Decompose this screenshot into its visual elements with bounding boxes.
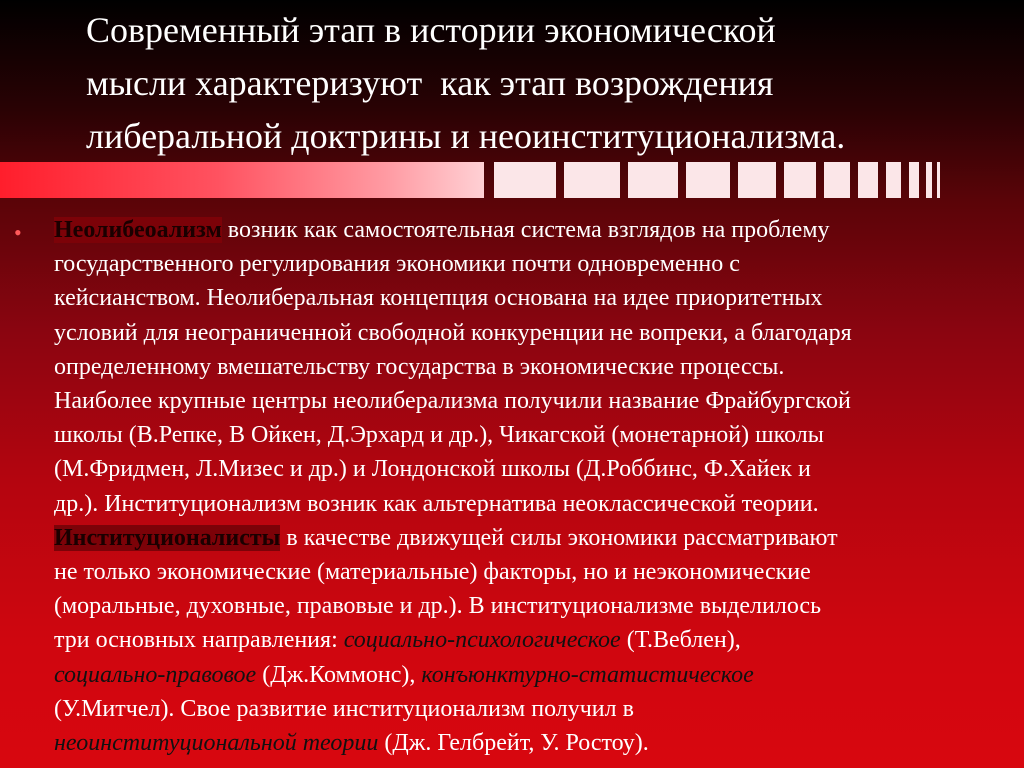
- title-line: либеральной доктрины и неоинституционализма.: [86, 116, 846, 156]
- body-line: [54, 213, 1016, 247]
- body-line: [54, 623, 1016, 657]
- body-text-segment: (Дж. Гелбрейт, У. Ростоу).: [378, 730, 649, 757]
- body-line: определенному вмешательству государства в экономические процессы.: [54, 353, 785, 380]
- body-line: кейсианством. Неолиберальная концепция основана на идее приоритетных: [54, 285, 823, 312]
- body-line: (У.Митчел). Свое развитие институционализм получил в: [54, 695, 634, 722]
- bar-block: [909, 162, 919, 198]
- bar-block: [494, 162, 556, 198]
- bar-block: [564, 162, 620, 198]
- bar-block: [824, 162, 850, 198]
- body-line: Наиболее крупные центры неолиберализма получили название Фрайбургской: [54, 388, 851, 415]
- body-text-segment: возник как самостоятельная система взглядов на проблему: [221, 217, 830, 243]
- term-neoliberalism: Неолибеоализм: [54, 217, 222, 243]
- bullet-marker: •: [14, 220, 22, 245]
- slide-title: [86, 4, 986, 163]
- direction-social-legal: социально-правовое: [54, 661, 257, 688]
- direction-conjunctural-statistical: конъюнктурно-статистическое: [421, 661, 754, 688]
- body-paragraph: [54, 213, 1016, 760]
- body-line: (М.Фридмен, Л.Мизес и др.) и Лондонской школы (Д.Роббинс, Ф.Хайек и: [54, 456, 811, 483]
- body-line: (моральные, духовные, правовые и др.). В институционализме выделилось: [54, 593, 822, 620]
- bar-block: [738, 162, 776, 198]
- bar-block: [926, 162, 932, 198]
- bar-block: [886, 162, 901, 198]
- title-line: Современный этап в истории экономической: [86, 10, 776, 50]
- direction-social-psychological: социально-психологическое: [343, 627, 621, 654]
- body-line: [54, 726, 1016, 760]
- term-neoinstitutional-theory: неоинституциональной теории: [54, 730, 379, 757]
- bar-block: [937, 162, 940, 198]
- term-institutionalists: Институционалисты: [54, 524, 281, 551]
- body-line: др.). Институционализм возник как альтернатива неоклассической теории.: [54, 490, 819, 517]
- bar-block: [858, 162, 878, 198]
- body-line: [54, 658, 1016, 692]
- body-text-segment: (Т.Веблен),: [620, 627, 741, 654]
- bar-block: [686, 162, 730, 198]
- body-line: [54, 521, 1016, 555]
- body-text-segment: три основных направления:: [54, 627, 344, 654]
- body-line: государственного регулирования экономики почти одновременно с: [54, 251, 740, 278]
- body-line: школы (В.Репке, В Ойкен, Д.Эрхард и др.), Чикагской (монетарной) школы: [54, 422, 824, 449]
- gradient-bar: [0, 162, 484, 198]
- body-text-segment: (Дж.Коммонс),: [256, 661, 422, 688]
- body-line: не только экономические (материальные) факторы, но и неэкономические: [54, 559, 811, 586]
- bar-block: [784, 162, 816, 198]
- bar-block: [628, 162, 678, 198]
- title-line: мысли характеризуют как этап возрождения: [86, 63, 774, 103]
- body-text-segment: в качестве движущей силы экономики рассматривают: [280, 524, 838, 551]
- body-line: условий для неограниченной свободной конкуренции не вопреки, а благодаря: [54, 319, 852, 346]
